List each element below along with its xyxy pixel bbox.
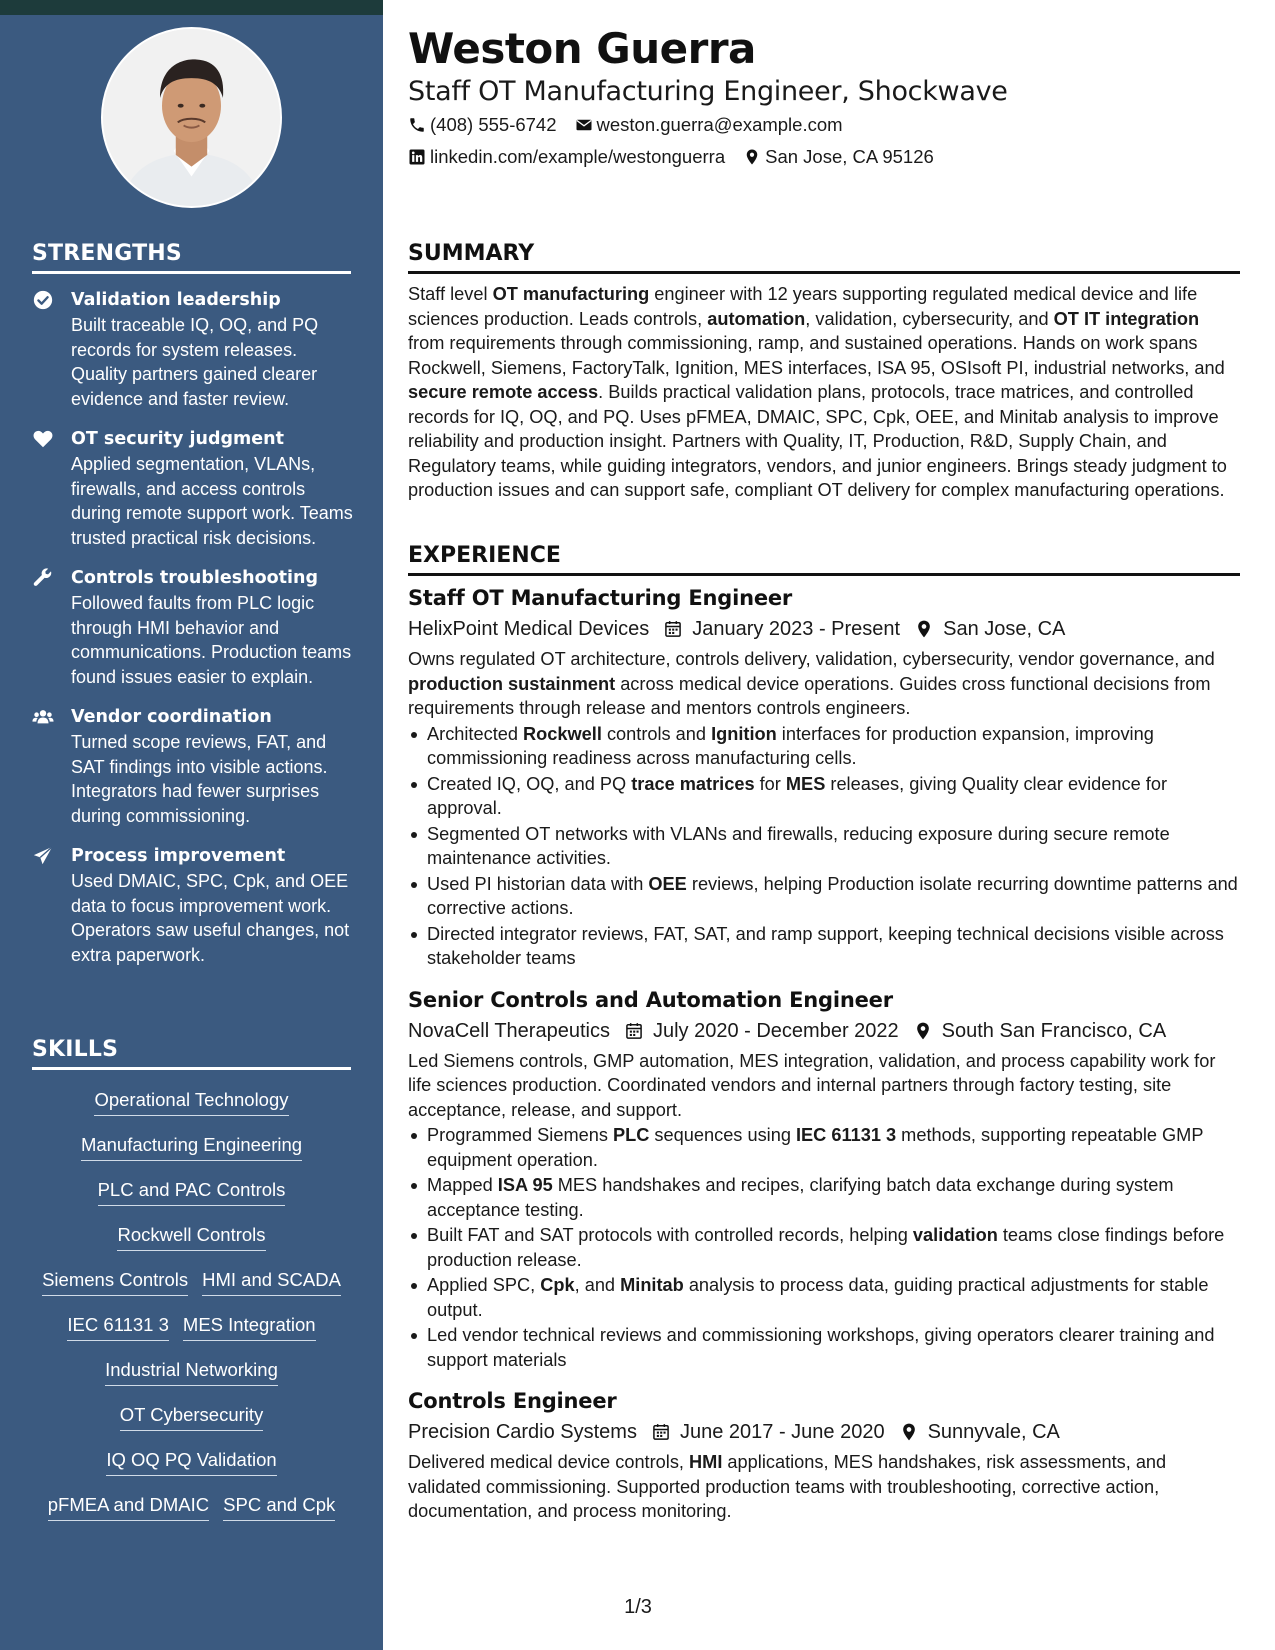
skill-tag: HMI and SCADA <box>202 1266 341 1296</box>
sidebar-top-bar <box>0 0 383 15</box>
strength-description: Followed faults from PLC logic through HMI behavior and communications. Production teams found issues easier to explain. <box>71 593 352 687</box>
bold-keyword: trace matrices <box>631 773 755 794</box>
bold-keyword: Ignition <box>711 723 777 744</box>
strength-title: OT security judgment <box>71 429 284 449</box>
calendar-icon <box>624 1021 644 1041</box>
job-description: Delivered medical device controls, HMI applications, MES handshakes, risk assessments, and validated commissioning. Supported production teams with troubleshooting, corrective action, documentation, and process monitoring. <box>408 1452 1167 1521</box>
strengths-heading: STRENGTHS <box>32 241 351 274</box>
linkedin-icon <box>408 148 426 166</box>
job-bullet: Programmed Siemens PLC sequences using IEC 61131 3 methods, supporting repeatable GMP equipment operation. <box>408 1123 1240 1172</box>
bold-keyword: ISA 95 <box>497 1175 553 1195</box>
skill-tag: MES Integration <box>183 1311 316 1341</box>
job-location <box>899 1416 1060 1448</box>
experience-heading: EXPERIENCE <box>408 543 1240 576</box>
job-dates <box>663 613 900 645</box>
bold-keyword: Rockwell <box>523 723 602 744</box>
strength-item <box>32 843 357 967</box>
page-number: 1/3 <box>624 1596 652 1618</box>
bold-keyword: automation <box>707 308 806 329</box>
job-bullets <box>408 1123 1240 1372</box>
bold-keyword: HMI <box>689 1452 723 1472</box>
candidate-title: Staff OT Manufacturing Engineer, Shockwave <box>408 76 1008 107</box>
map-pin-icon <box>743 148 761 166</box>
strength-description: Applied segmentation, VLANs, firewalls, and access controls during remote support work. Teams trusted practical risk decisions. <box>71 454 353 548</box>
skill-row <box>32 1446 351 1491</box>
skills-list <box>32 1086 351 1536</box>
sidebar <box>0 0 383 1650</box>
skill-tag: Operational Technology <box>94 1086 288 1116</box>
calendar-icon <box>663 619 683 639</box>
skill-row <box>32 1176 351 1221</box>
skill-row <box>32 1491 351 1536</box>
heart-icon <box>32 428 54 450</box>
linkedin-text: linkedin.com/example/westonguerra <box>430 146 726 167</box>
bold-keyword: PLC <box>613 1125 650 1145</box>
job-dates <box>651 1416 885 1448</box>
job-entry <box>408 985 1240 1373</box>
contact-row <box>408 146 952 168</box>
location-text: San Jose, CA 95126 <box>765 146 934 167</box>
strength-item <box>32 565 357 689</box>
map-pin-icon <box>913 1021 933 1041</box>
skill-tag: Siemens Controls <box>42 1266 188 1296</box>
bold-keyword: Cpk <box>540 1275 575 1295</box>
job-location-text: Sunnyvale, CA <box>927 1421 1060 1443</box>
job-dates-text: January 2023 - Present <box>692 618 901 640</box>
strength-item <box>32 704 357 828</box>
skill-row <box>32 1356 351 1401</box>
bold-keyword: validation <box>912 1225 998 1245</box>
experience-list <box>408 583 1240 1538</box>
job-bullet: Used PI historian data with OEE reviews, helping Production isolate recurring downtime patterns and corrective actions. <box>408 872 1240 921</box>
users-icon <box>32 706 54 728</box>
bold-keyword: IEC 61131 3 <box>796 1125 897 1145</box>
job-bullets <box>408 722 1240 971</box>
contact-linkedin[interactable] <box>408 146 725 168</box>
job-location <box>914 613 1065 645</box>
email-text: weston.guerra@example.com <box>596 114 843 135</box>
job-entry <box>408 1386 1240 1524</box>
map-pin-icon <box>899 1422 919 1442</box>
job-bullet: Built FAT and SAT protocols with controlled records, helping validation teams close findings before production release. <box>408 1223 1240 1272</box>
job-location-text: San Jose, CA <box>943 618 1066 640</box>
phone-icon <box>408 116 426 134</box>
bold-keyword: secure remote access <box>408 382 599 402</box>
job-dates <box>624 1015 899 1047</box>
contact-location <box>743 146 934 168</box>
strengths-list <box>32 287 357 982</box>
skill-tag: Manufacturing Engineering <box>81 1131 302 1161</box>
bold-keyword: OEE <box>648 873 687 894</box>
phone-text: (408) 555-6742 <box>430 114 557 135</box>
skill-tag: PLC and PAC Controls <box>98 1176 286 1206</box>
skill-row <box>32 1131 351 1176</box>
bold-keyword: OT IT integration <box>1053 308 1200 329</box>
job-meta <box>408 1416 1240 1448</box>
skill-row <box>32 1086 351 1131</box>
contact-email[interactable] <box>575 114 843 136</box>
skill-tag: Industrial Networking <box>105 1356 278 1386</box>
job-meta <box>408 1015 1240 1047</box>
job-title: Staff OT Manufacturing Engineer <box>408 586 793 610</box>
job-title: Senior Controls and Automation Engineer <box>408 987 893 1012</box>
strength-title: Validation leadership <box>71 290 281 310</box>
skill-row <box>32 1266 351 1311</box>
check-circle-icon <box>32 289 54 311</box>
strength-title: Vendor coordination <box>71 707 272 727</box>
profile-photo <box>101 27 282 208</box>
candidate-name: Weston Guerra <box>408 24 756 73</box>
bold-keyword: OT manufacturing <box>492 284 650 304</box>
job-bullet: Segmented OT networks with VLANs and firewalls, reducing exposure during secure remote maintenance activities. <box>408 822 1240 871</box>
job-title: Controls Engineer <box>408 1389 617 1413</box>
job-meta <box>408 613 1240 645</box>
skill-row <box>32 1401 351 1446</box>
skill-row <box>32 1311 351 1356</box>
skill-tag: Rockwell Controls <box>117 1221 265 1251</box>
job-description: Led Siemens controls, GMP automation, MES integration, validation, and process capability work for life sciences production. Coordinated vendors and internal partners through factory testing, site acceptance, release, and support. <box>408 1050 1216 1120</box>
skill-row <box>32 1221 351 1266</box>
paper-plane-icon <box>32 845 54 867</box>
job-bullet: Directed integrator reviews, FAT, SAT, and ramp support, keeping technical decisions visible across stakeholder teams <box>408 922 1240 971</box>
wrench-icon <box>32 567 54 589</box>
contact-phone[interactable] <box>408 114 557 136</box>
skill-tag: SPC and Cpk <box>223 1491 335 1521</box>
strength-description: Used DMAIC, SPC, Cpk, and OEE data to focus improvement work. Operators saw useful changes, not extra paperwork. <box>71 871 350 965</box>
job-bullet: Mapped ISA 95 MES handshakes and recipes, clarifying batch data exchange during system acceptance testing. <box>408 1173 1240 1222</box>
job-bullet: Applied SPC, Cpk, and Minitab analysis to process data, guiding practical adjustments for stable output. <box>408 1273 1240 1322</box>
bold-keyword: Minitab <box>620 1275 684 1295</box>
bold-keyword: production sustainment <box>408 673 616 694</box>
strength-title: Controls troubleshooting <box>71 568 318 588</box>
job-bullet: Led vendor technical reviews and commissioning workshops, giving operators clearer training and support materials <box>408 1323 1240 1372</box>
strength-description: Built traceable IQ, OQ, and PQ records for system releases. Quality partners gained clearer evidence and faster review. <box>71 315 319 409</box>
person-portrait-icon <box>103 29 280 206</box>
strength-item <box>32 287 357 411</box>
envelope-icon <box>575 116 593 134</box>
job-company: NovaCell Therapeutics <box>408 1019 610 1042</box>
skills-heading: SKILLS <box>32 1037 351 1070</box>
summary-text: Staff level OT manufacturing engineer with 12 years supporting regulated medical device and life sciences production. Leads controls, automation, validation, cybersecurity, and OT IT integration from requirements through commissioning, ramp, and sustained operations. Hands on work spans Rockwell, Siemens, FactoryTalk, Ignition, MES interfaces, ISA 95, OSIsoft PI, industrial networks, and secure remote access. Builds practical validation plans, protocols, trace matrices, and controlled records for IQ, OQ, and PQ. Uses pFMEA, DMAIC, SPC, Cpk, OEE, and Minitab analysis to improve reliability and production insight. Partners with Quality, IT, Production, R&D, Supply Chain, and Regulatory teams, while guiding integrators, vendors, and junior engineers. Brings steady judgment to production issues and can support safe, compliant OT delivery for complex manufacturing operations. <box>408 284 1227 500</box>
job-bullet: Architected Rockwell controls and Ignition interfaces for production expansion, improving commissioning readiness across manufacturing cells. <box>408 722 1240 771</box>
job-bullet: Created IQ, OQ, and PQ trace matrices for MES releases, giving Quality clear evidence for approval. <box>408 772 1240 821</box>
strength-item <box>32 426 357 550</box>
job-entry <box>408 583 1240 971</box>
job-description: Owns regulated OT architecture, controls delivery, validation, cybersecurity, vendor governance, and production sustainment across medical device operations. Guides cross functional decisions from requirements through release and mentors controls engineers. <box>408 649 1215 718</box>
job-location-text: South San Francisco, CA <box>941 1019 1167 1042</box>
job-location <box>913 1015 1167 1047</box>
contact-row <box>408 114 861 136</box>
skill-tag: pFMEA and DMAIC <box>48 1491 209 1521</box>
calendar-icon <box>651 1422 671 1442</box>
skill-tag: IEC 61131 3 <box>67 1311 168 1341</box>
job-company: Precision Cardio Systems <box>408 1421 637 1443</box>
skill-tag: IQ OQ PQ Validation <box>106 1446 276 1476</box>
bold-keyword: MES <box>785 773 826 794</box>
strength-description: Turned scope reviews, FAT, and SAT findings into visible actions. Integrators had fewer surprises during commissioning. <box>71 732 328 826</box>
map-pin-icon <box>914 619 934 639</box>
job-dates-text: June 2017 - June 2020 <box>679 1421 885 1443</box>
summary-heading: SUMMARY <box>408 241 1240 274</box>
skill-tag: OT Cybersecurity <box>120 1401 264 1431</box>
job-dates-text: July 2020 - December 2022 <box>652 1019 899 1042</box>
job-company: HelixPoint Medical Devices <box>408 618 650 640</box>
strength-title: Process improvement <box>71 846 286 866</box>
